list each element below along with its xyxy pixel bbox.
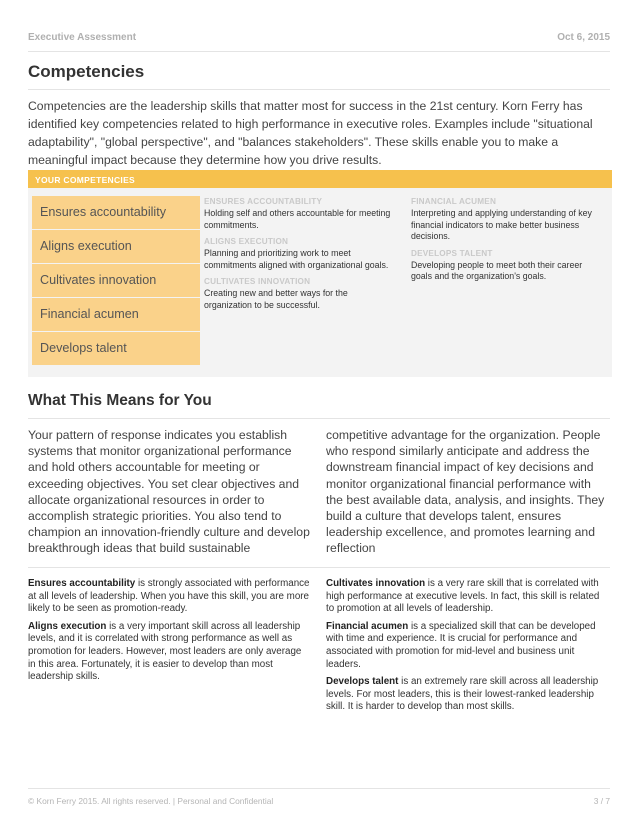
competencies-panel bbox=[28, 170, 612, 377]
skill-text: is a very important skill across all leadership levels, and it is correlated with strong performance as well as promotion for leaders. However, most leaders are only average in this area. Fortunately, it is easier to develop than most leadership skills. bbox=[28, 620, 302, 683]
skill-text: is a very rare skill that is correlated with high performance at executive levels. In fact, this skill is related to promotion at all levels of leadership. bbox=[326, 578, 600, 615]
meaning-paragraph-left: Your pattern of response indicates you establish systems that monitor organizational performance and hold others accountable for meeting or exceeding objectives. You set clear objectives and allocate organizational resources in order to accomplish strategic priorities. You also tend to champion an innovation-friendly culture and develop breakthrough ideas that build sustainable bbox=[28, 428, 310, 556]
page-footer bbox=[28, 788, 610, 806]
competency-list bbox=[32, 196, 200, 366]
competencies-panel-header: YOUR COMPETENCIES bbox=[28, 170, 612, 188]
desc-title-ensures-accountability: ENSURES ACCOUNTABILITY bbox=[204, 197, 323, 206]
desc-text-financial-acumen: Interpreting and applying understanding of key financial indicators to make better business decisions. bbox=[411, 208, 592, 241]
what-this-means-heading: What This Means for You bbox=[28, 392, 212, 409]
desc-text-develops-talent: Developing people to meet both their career goals and the organization's goals. bbox=[411, 259, 583, 281]
skill-note bbox=[326, 676, 608, 714]
skill-name: Cultivates innovation bbox=[326, 578, 426, 589]
skill-note bbox=[326, 578, 608, 616]
skill-note bbox=[28, 578, 310, 616]
skill-text: is a specialized skill that can be developed with time and experience. It is crucial for performance and associated with promotion for mid-level and business unit leaders. bbox=[326, 620, 596, 670]
divider bbox=[28, 89, 610, 90]
competencies-heading: Competencies bbox=[28, 62, 145, 81]
desc-text-cultivates-innovation: Creating new and better ways for the organization to be successful. bbox=[204, 288, 348, 310]
desc-text-aligns-execution: Planning and prioritizing work to meet commitments aligned with organizational goals. bbox=[204, 248, 389, 270]
desc-title-aligns-execution: ALIGNS EXECUTION bbox=[204, 237, 289, 246]
desc-title-financial-acumen: FINANCIAL ACUMEN bbox=[411, 197, 497, 206]
desc-title-cultivates-innovation: CULTIVATES INNOVATION bbox=[204, 277, 311, 286]
skill-text: is strongly associated with performance at all levels of leadership. When you have this skill, you are more likely to be seen as promotion-ready. bbox=[28, 578, 310, 615]
page-header bbox=[28, 30, 610, 52]
desc-text-ensures-accountability: Holding self and others accountable for meeting commitments. bbox=[204, 208, 391, 230]
page-number: 3 / 7 bbox=[593, 796, 610, 806]
competency-financial-acumen: Financial acumen bbox=[32, 298, 200, 331]
copyright-text: © Korn Ferry 2015. All rights reserved. | Personal and Confidential bbox=[28, 796, 274, 806]
desc-title-develops-talent: DEVELOPS TALENT bbox=[411, 248, 493, 258]
meaning-paragraph-right: competitive advantage for the organization. People who respond similarly anticipate and address the downstream financial impact of key decisions and monitor organizational financial performance with the best available data, analysis, and insights. They build a culture that develops talent, ensures leadership excellence, and promotes learning and reflection bbox=[326, 428, 605, 556]
skill-text: is an extremely rare skill across all leadership levels. For most leaders, this is their lowest-ranked leadership skill. It is harder to develop than most skills. bbox=[326, 676, 599, 713]
divider bbox=[28, 418, 610, 419]
skill-name: Develops talent bbox=[326, 676, 399, 688]
competency-cultivates-innovation: Cultivates innovation bbox=[32, 264, 200, 297]
competency-descriptions-right bbox=[411, 197, 601, 289]
competency-descriptions-left bbox=[204, 197, 394, 317]
skill-note bbox=[28, 621, 310, 684]
divider bbox=[28, 567, 610, 568]
skill-notes-right bbox=[326, 578, 608, 719]
report-title: Executive Assessment bbox=[28, 32, 137, 43]
skill-name: Financial acumen bbox=[326, 620, 409, 632]
report-date: Oct 6, 2015 bbox=[557, 32, 610, 43]
competency-ensures-accountability: Ensures accountability bbox=[32, 196, 200, 229]
competencies-intro: Competencies are the leadership skills that matter most for success in the 21st century. Korn Ferry has identified key competencies related to high performance in executive roles. Examples include "situational adaptability", "global perspective", and "balances stakeholders". These skills enable you to make a meaningful impact because they determine how you drive results. bbox=[28, 99, 593, 167]
skill-notes-left bbox=[28, 578, 310, 689]
skill-name: Aligns execution bbox=[28, 620, 107, 632]
skill-name: Ensures accountability bbox=[28, 578, 136, 589]
competency-aligns-execution: Aligns execution bbox=[32, 230, 200, 263]
skill-note bbox=[326, 621, 608, 671]
competency-develops-talent: Develops talent bbox=[32, 332, 200, 365]
